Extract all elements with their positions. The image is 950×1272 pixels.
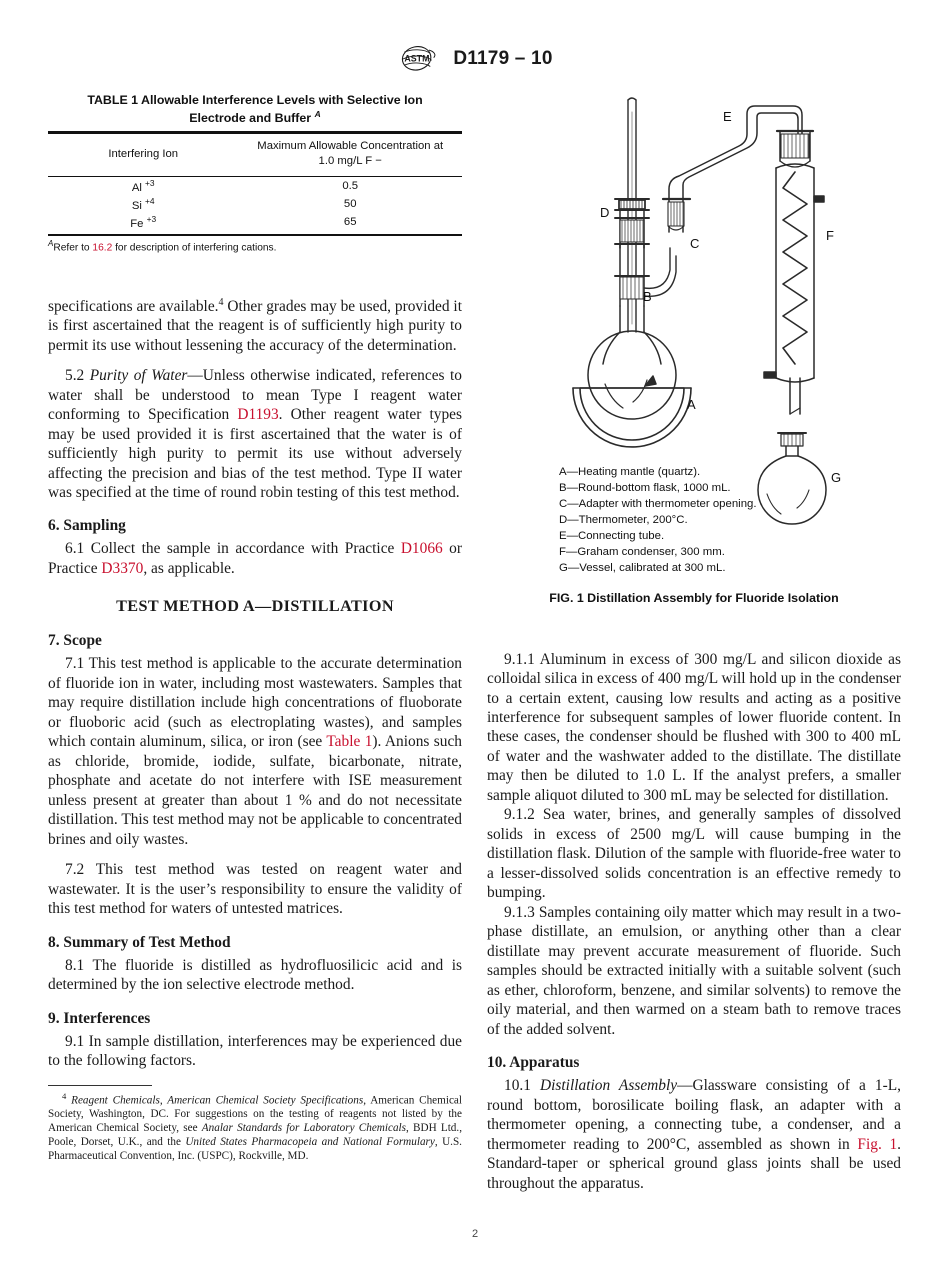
left-column xyxy=(48,92,462,1163)
para-8-1: 8.1 The fluoride is distilled as hydrofluosilicic acid and is determined by the ion selective electrode method. xyxy=(48,956,462,994)
link-d1066[interactable]: D1066 xyxy=(400,540,443,558)
table-header-row xyxy=(48,134,462,177)
link-d1193[interactable]: D1193 xyxy=(237,406,279,424)
right-column xyxy=(487,92,901,1193)
legend-item-d: D—Thermometer, 200°C. xyxy=(559,514,688,527)
figure-legend xyxy=(559,464,901,577)
figure-label-E: E xyxy=(723,109,732,124)
heading-test-method-a: TEST METHOD A—DISTILLATION xyxy=(116,597,394,616)
footnote-divider xyxy=(48,1085,152,1086)
table-title-line2: Electrode and Buffer xyxy=(189,110,312,125)
link-16-2[interactable]: 16.2 xyxy=(92,242,113,254)
figure-label-A: A xyxy=(687,397,696,412)
heading-7-scope: 7. Scope xyxy=(48,632,102,650)
column-header-concentration-line2: 1.0 mg/L F − xyxy=(318,155,382,168)
para-10-1: 10.1 Distillation Assembly—Glassware consisting of a 1-L, round bottom, borosilicate boiling flask, an adapter with a thermometer opening, a connecting tube, a condenser, and a thermometer reading to 200°C, assembled as shown in Fig. 1. Standard-taper or spherical ground glass joints shall be used throughout the apparatus. xyxy=(487,1077,902,1192)
footnote-ref-4[interactable]: 4 xyxy=(218,296,224,308)
legend-item-g: G—Vessel, calibrated at 300 mL. xyxy=(559,562,726,575)
cell-value: 50 xyxy=(343,197,357,210)
link-fig-1[interactable]: Fig. 1 xyxy=(857,1135,898,1153)
para-9-1: 9.1 In sample distillation, interferences may be experienced due to the following factors. xyxy=(48,1032,462,1070)
para-9-1-1: 9.1.1 Aluminum in excess of 300 mg/L and silicon dioxide as colloidal silica in excess of 400 mg/L will hold up in the condenser to a certain extent, causing low results and acting as a positive interference for subsequent samples of lower fluoride content. In these cases, the condenser should be flushed with 300 to 400 mL of water and the washwater added to the distillate. The distillate may then be diluted to 1.0 L. If the analyst prefers, a smaller sample aliquot diluted to 300 mL may be selected for distillation. xyxy=(487,650,901,804)
legend-item-f: F—Graham condenser, 300 mm. xyxy=(559,546,725,559)
heating-mantle-a xyxy=(573,388,691,447)
heading-6-sampling: 6. Sampling xyxy=(48,517,126,535)
adapter-c xyxy=(663,199,690,232)
table-title xyxy=(70,92,440,126)
page-header xyxy=(0,44,950,74)
heading-8-summary: 8. Summary of Test Method xyxy=(48,933,231,951)
para-5-2: 5.2 Purity of Water—Unless otherwise indicated, references to water shall be understood to mean Type I reagent water conforming to Specification D1193. Other reagent water types may be used provided it is first ascertained that the water is of sufficiently high purity to permit its use without adversely affecting the precision and bias of the test method. Type II water was specified at the time of round robin testing of this test method. xyxy=(48,367,462,501)
footnote-4: $^4$ Reagent Chemicals, American Chemical Society Specifications, American Chemical Society, Washington, DC. For suggestions on the testing of reagents not listed by the American Chemical Society, see Analar Standards for Laboratory Chemicals, BDH Ltd., Poole, Dorset, U.K., and the United States Pharmacopeia and National Formulary, U.S. Pharmaceutical Convention, Inc. (USPC), Rockville, MD. xyxy=(48,1090,462,1163)
graham-condenser-f xyxy=(764,164,824,414)
adapter-side-arm xyxy=(644,248,670,288)
para-10-1-term: Distillation Assembly xyxy=(540,1077,678,1095)
figure-label-D: D xyxy=(600,205,610,220)
figure-label-F: F xyxy=(826,228,834,243)
para-5-1-continued: specifications are available.$^4$ Other grades may be used, provided it is first ascertained that the reagent is of sufficiently high purity to permit its use without lessening the accuracy of the determination. xyxy=(48,296,462,354)
heading-9-interferences: 9. Interferences xyxy=(48,1009,151,1027)
column-header-ion: Interfering Ion xyxy=(48,134,238,177)
para-9-1-3: 9.1.3 Samples containing oily matter which may result in a two-phase distillate, an emulsion, or anything other than a clear distillate may prevent accurate measurement of fluoride. Such samples should be extracted initially with a suitable solvent (such as ether, chloroform, benzene, and similar solvents) to remove the oily material, and then warmed on a steam bath to remove traces of the added solvent. xyxy=(487,903,901,1038)
joint-d-c xyxy=(615,199,649,210)
table-row xyxy=(48,176,462,195)
column-header-concentration xyxy=(238,134,462,177)
para-9-1-2: 9.1.2 Sea water, brines, and generally samples of dissolved solids in excess of 2500 mg/L will cause bumping in the distillation flask. Dilution of the sample with fluoride-free water to a lesser-dissolved solids concentration is an effective remedy to bumping. xyxy=(487,806,901,902)
table-title-line1: TABLE 1 Allowable Interference Levels with Selective Ion xyxy=(87,93,423,107)
para-7-2: 7.2 This test method was tested on reagent water and wastewater. It is the user’s responsibility to ensure the validity of this test method for waters of untested matrices. xyxy=(48,861,462,918)
cell-value: 65 xyxy=(343,215,357,228)
svg-text:ASTM: ASTM xyxy=(404,53,430,64)
condenser-inlet xyxy=(764,372,776,378)
link-d3370[interactable]: D3370 xyxy=(101,559,144,577)
heading-10-apparatus: 10. Apparatus xyxy=(487,1054,580,1072)
interference-table xyxy=(48,131,462,236)
legend-item-a: A—Heating mantle (quartz). xyxy=(559,466,701,478)
para-7-1: 7.1 This test method is applicable to the accurate determination of fluoride ion in water, including most wastewaters. Samples that may require distillation include high concentrations of fluoborate or fluoboric acid (such as electroplating wastes), and samples which contain aluminum, silica, or iron (see Table 1). Anions such as chloride, bromide, iodide, sulfate, bicarbonate, nitrate, phosphate and acetate do not interfere with ISE measurement unless present at greater than about 1 % and do not necessitate distillation. This test method may not be applicable to concentrated brines and oily wastes. xyxy=(48,655,462,848)
cell-ion: Fe $^{+3}$ xyxy=(130,214,157,230)
column-header-concentration-line1: Maximum Allowable Concentration at xyxy=(257,140,444,153)
table-footnote-marker: A xyxy=(48,238,54,248)
para-6-1: 6.1 Collect the sample in accordance with Practice D1066 or Practice D3370, as applicable. xyxy=(48,540,462,577)
cell-value: 0.5 xyxy=(342,179,359,192)
legend-item-b: B—Round-bottom flask, 1000 mL. xyxy=(559,482,731,495)
legend-item-e: E—Connecting tube. xyxy=(559,530,665,543)
table-row xyxy=(48,195,462,213)
page-number: 2 xyxy=(471,1228,479,1240)
link-table-1[interactable]: Table 1 xyxy=(326,733,373,751)
astm-logo-icon xyxy=(397,44,439,74)
condenser-outlet xyxy=(814,196,824,202)
table-row xyxy=(48,213,462,235)
cell-ion: Si $^{+4}$ xyxy=(131,195,155,212)
figure-caption: FIG. 1 Distillation Assembly for Fluoride Isolation xyxy=(549,590,839,605)
figure-label-C: C xyxy=(690,236,700,251)
legend-item-c: C—Adapter with thermometer opening. xyxy=(559,498,757,511)
joint-e-f xyxy=(777,131,813,167)
table-title-footnote-marker: A xyxy=(314,108,321,119)
table-footnote: $^A$Refer to 16.2 for description of interfering cations. xyxy=(48,238,277,254)
figure-label-G: G xyxy=(831,470,842,485)
figure-label-B: B xyxy=(643,289,652,304)
document-designation: D1179 – 10 xyxy=(453,48,553,69)
footnote-4-marker: 4 xyxy=(62,1090,67,1101)
para-5-2-term: Purity of Water xyxy=(89,367,188,385)
table-1 xyxy=(48,92,462,255)
cell-ion: Al $^{+3}$ xyxy=(131,177,155,194)
